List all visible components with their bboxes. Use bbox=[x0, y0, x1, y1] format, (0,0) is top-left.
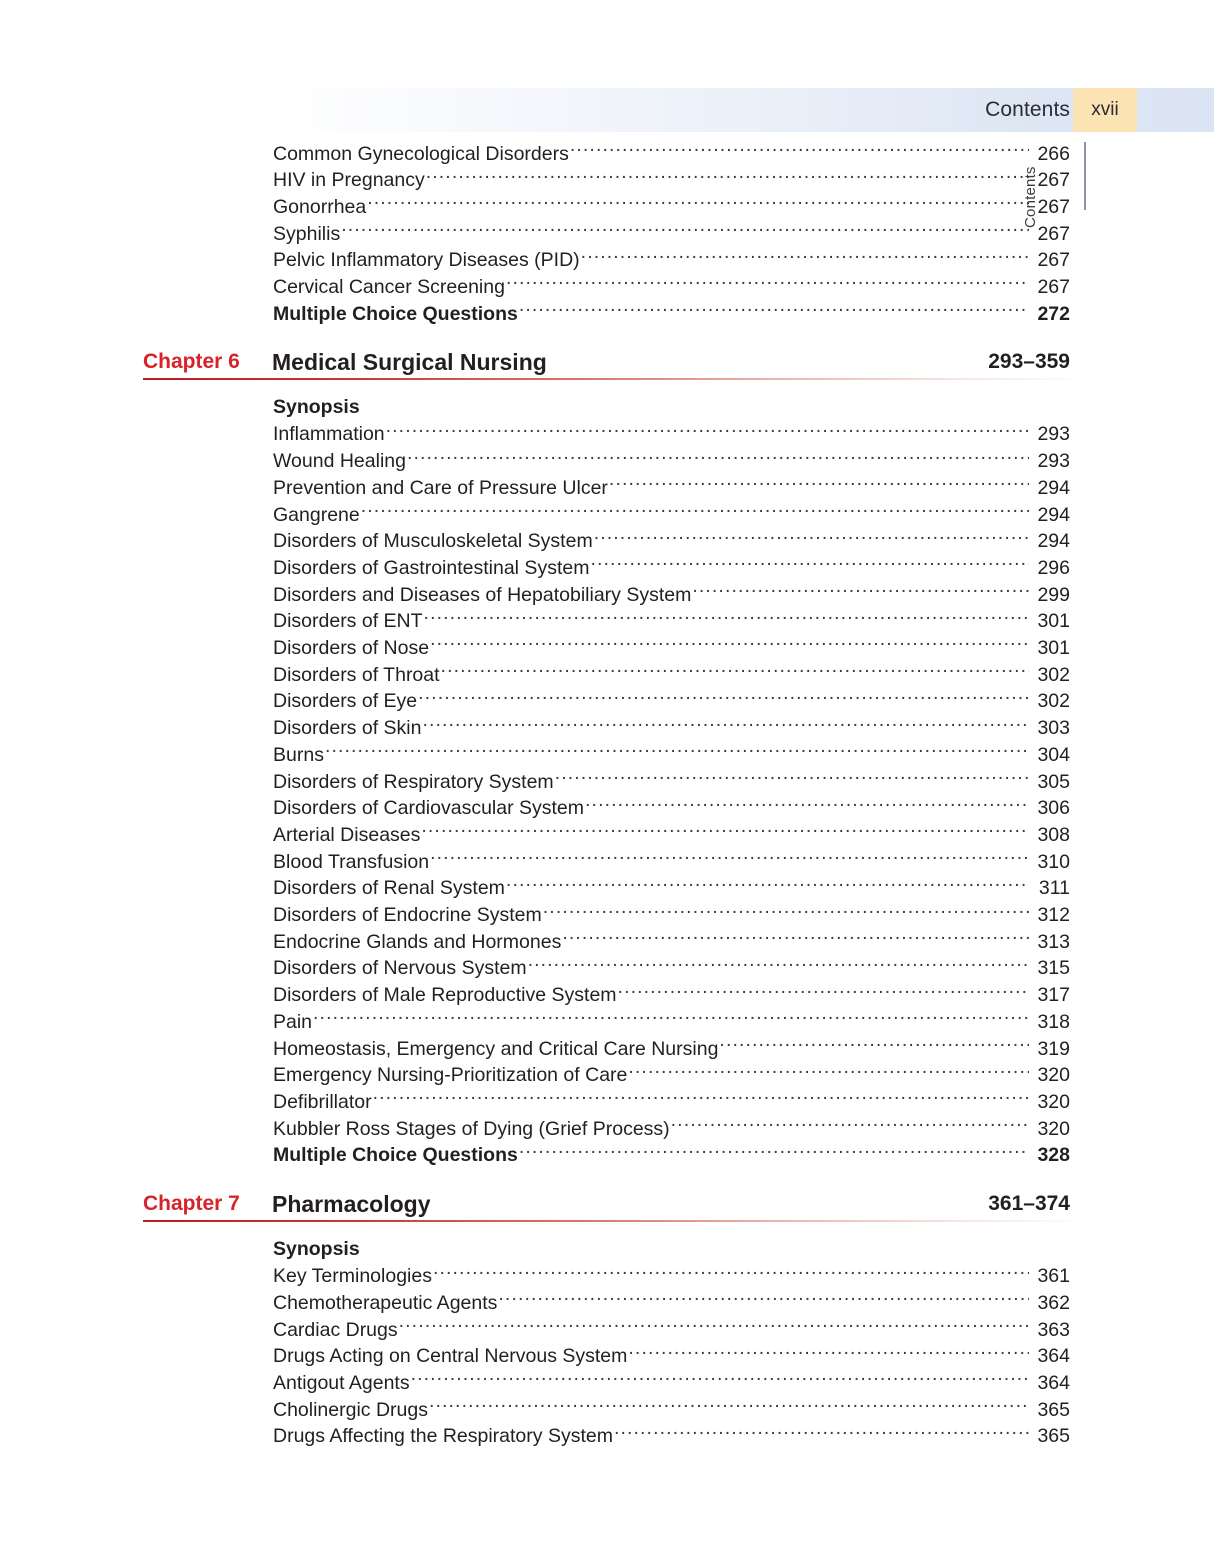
toc-entry-page: 320 bbox=[1037, 1117, 1070, 1140]
toc-entry[interactable] bbox=[0, 554, 1214, 581]
chapter-body bbox=[0, 393, 1214, 1169]
toc-entry-page: 362 bbox=[1037, 1291, 1070, 1314]
page-running-header bbox=[0, 88, 1214, 132]
toc-entry-title: Drugs Affecting the Respiratory System bbox=[273, 1425, 613, 1448]
toc-entry[interactable] bbox=[0, 1062, 1214, 1089]
toc-entry-page: 304 bbox=[1037, 743, 1070, 766]
toc-entry[interactable] bbox=[0, 1263, 1214, 1290]
toc-entry-page: 267 bbox=[1037, 249, 1070, 272]
toc-entry-title: Disorders of Throat bbox=[273, 663, 440, 686]
chapter-number-label: Chapter 6 bbox=[143, 349, 240, 373]
toc-entry-page: 310 bbox=[1037, 850, 1070, 873]
toc-entry[interactable] bbox=[0, 1035, 1214, 1062]
toc-entry-page: 313 bbox=[1037, 930, 1070, 953]
toc-leader-dots bbox=[407, 448, 1029, 468]
toc-entry[interactable] bbox=[0, 902, 1214, 929]
toc-entry[interactable] bbox=[0, 193, 1214, 220]
chapter-number-label: Chapter 7 bbox=[143, 1191, 240, 1215]
toc-entry-page: 302 bbox=[1037, 663, 1070, 686]
toc-leader-dots bbox=[430, 635, 1029, 655]
toc-leader-dots bbox=[341, 220, 1029, 240]
toc-leader-dots bbox=[618, 982, 1029, 1002]
toc-entry-title: HIV in Pregnancy bbox=[273, 169, 425, 192]
toc-leader-dots bbox=[594, 528, 1029, 548]
toc-leader-dots bbox=[313, 1008, 1029, 1028]
toc-leader-dots bbox=[528, 955, 1029, 975]
toc-entry[interactable] bbox=[0, 1008, 1214, 1035]
toc-entry-page: 303 bbox=[1037, 717, 1070, 740]
toc-entry[interactable] bbox=[0, 247, 1214, 274]
chapter-page-range: 361–374 bbox=[988, 1191, 1070, 1215]
toc-leader-dots bbox=[519, 300, 1029, 320]
toc-entry-page: 311 bbox=[1038, 877, 1070, 900]
toc-entry-title: Inflammation bbox=[273, 423, 385, 446]
toc-leader-dots bbox=[429, 1396, 1029, 1416]
toc-entry-page: 301 bbox=[1037, 637, 1070, 660]
toc-leader-dots bbox=[386, 421, 1029, 441]
toc-entry-page: 267 bbox=[1037, 169, 1070, 192]
toc-entry-title: Wound Healing bbox=[273, 450, 406, 473]
toc-entry[interactable] bbox=[0, 715, 1214, 742]
toc-entry-page: 299 bbox=[1037, 583, 1070, 606]
toc-leader-dots bbox=[411, 1369, 1029, 1389]
toc-entry[interactable] bbox=[0, 1369, 1214, 1396]
toc-entry[interactable] bbox=[0, 608, 1214, 635]
toc-leader-dots bbox=[719, 1035, 1029, 1055]
toc-leader-dots bbox=[430, 848, 1029, 868]
toc-leader-dots bbox=[433, 1263, 1029, 1283]
toc-entry-page: 364 bbox=[1037, 1345, 1070, 1368]
chapter-title: Pharmacology bbox=[272, 1190, 431, 1217]
chapter-block bbox=[0, 347, 1214, 1169]
toc-entry-title: Multiple Choice Questions bbox=[273, 1144, 518, 1167]
toc-entry-title: Cervical Cancer Screening bbox=[273, 276, 505, 299]
toc-entry-page: 319 bbox=[1037, 1037, 1070, 1060]
toc-entry-title: Gonorrhea bbox=[273, 195, 367, 218]
toc-entry-page: 317 bbox=[1037, 984, 1070, 1007]
toc-leader-dots bbox=[426, 167, 1029, 187]
toc-entry-title: Pain bbox=[273, 1010, 313, 1033]
toc-entry[interactable] bbox=[0, 1396, 1214, 1423]
toc-entry[interactable] bbox=[0, 528, 1214, 555]
toc-entry[interactable] bbox=[0, 1423, 1214, 1450]
toc-leader-dots bbox=[441, 661, 1029, 681]
toc-entry-page: 301 bbox=[1037, 610, 1070, 633]
chapter-block bbox=[0, 1189, 1214, 1450]
toc-entry-title: Endocrine Glands and Hormones bbox=[273, 930, 562, 953]
toc-leader-dots bbox=[614, 1423, 1029, 1443]
toc-entry-title: Syphilis bbox=[273, 222, 341, 245]
toc-entry-title: Arterial Diseases bbox=[273, 823, 421, 846]
toc-entry[interactable] bbox=[0, 1142, 1214, 1169]
toc-entry-page: 306 bbox=[1037, 797, 1070, 820]
toc-entry[interactable] bbox=[0, 501, 1214, 528]
toc-leader-dots bbox=[498, 1289, 1029, 1309]
toc-leader-dots bbox=[519, 1142, 1029, 1162]
toc-entry[interactable] bbox=[0, 448, 1214, 475]
toc-entry[interactable] bbox=[0, 635, 1214, 662]
toc-entry-page: 293 bbox=[1037, 450, 1070, 473]
chapter-page-range: 293–359 bbox=[988, 349, 1070, 373]
toc-continued-list bbox=[0, 140, 1214, 327]
toc-entry[interactable] bbox=[0, 1115, 1214, 1142]
toc-entry-title: Blood Transfusion bbox=[273, 850, 430, 873]
toc-entry-title: Disorders of Renal System bbox=[273, 877, 505, 900]
toc-entry-title: Disorders of Respiratory System bbox=[273, 770, 554, 793]
toc-entry-title: Disorders and Diseases of Hepatobiliary System bbox=[273, 583, 692, 606]
toc-entry-page: 267 bbox=[1037, 195, 1070, 218]
toc-leader-dots bbox=[361, 501, 1029, 521]
toc-entry-title: Disorders of Male Reproductive System bbox=[273, 984, 617, 1007]
toc-entry-page: 266 bbox=[1037, 142, 1070, 165]
toc-leader-dots bbox=[628, 1062, 1029, 1082]
synopsis-heading: Synopsis bbox=[273, 1237, 360, 1260]
toc-leader-dots bbox=[581, 247, 1029, 267]
toc-entry-title: Disorders of Endocrine System bbox=[273, 904, 542, 927]
thumb-tab-label: Contents bbox=[1022, 166, 1039, 228]
toc-entry[interactable] bbox=[0, 875, 1214, 902]
toc-entry-title: Cholinergic Drugs bbox=[273, 1398, 428, 1421]
toc-entry-title: Common Gynecological Disorders bbox=[273, 142, 569, 165]
toc-leader-dots bbox=[692, 581, 1029, 601]
toc-entry[interactable] bbox=[0, 795, 1214, 822]
toc-leader-dots bbox=[399, 1316, 1029, 1336]
toc-leader-dots bbox=[422, 715, 1029, 735]
toc-entry[interactable] bbox=[0, 300, 1214, 327]
toc-entry-title: Disorders of Skin bbox=[273, 717, 422, 740]
toc-leader-dots bbox=[628, 1343, 1029, 1363]
toc-entry-page: 365 bbox=[1037, 1425, 1070, 1448]
toc-entry-title: Disorders of Musculoskeletal System bbox=[273, 530, 593, 553]
chapter-body bbox=[0, 1235, 1214, 1450]
toc-leader-dots bbox=[421, 821, 1029, 841]
toc-entry[interactable] bbox=[0, 167, 1214, 194]
toc-entry-page: 318 bbox=[1037, 1010, 1070, 1033]
toc-leader-dots bbox=[418, 688, 1029, 708]
toc-entry[interactable] bbox=[0, 140, 1214, 167]
toc-entry-title: Drugs Acting on Central Nervous System bbox=[273, 1345, 628, 1368]
toc-entry[interactable] bbox=[0, 421, 1214, 448]
toc-leader-dots bbox=[325, 741, 1029, 761]
toc-entry-page: 305 bbox=[1037, 770, 1070, 793]
chapter-title: Medical Surgical Nursing bbox=[272, 348, 547, 375]
toc-entry-page: 320 bbox=[1037, 1091, 1070, 1113]
toc-entry[interactable] bbox=[0, 741, 1214, 768]
toc-entry-title: Homeostasis, Emergency and Critical Care Nursing bbox=[273, 1037, 719, 1060]
toc-entry[interactable] bbox=[0, 581, 1214, 608]
toc-leader-dots bbox=[562, 928, 1029, 948]
toc-entry-title: Antigout Agents bbox=[273, 1371, 410, 1394]
toc-entry-title: Disorders of Gastrointestinal System bbox=[273, 556, 590, 579]
toc-entry-page: 267 bbox=[1037, 222, 1070, 245]
synopsis-heading: Synopsis bbox=[273, 395, 360, 418]
toc-leader-dots bbox=[555, 768, 1029, 788]
toc-entry[interactable] bbox=[0, 821, 1214, 848]
chapter-toc-list bbox=[0, 421, 1214, 1169]
chapter-divider-rule bbox=[143, 378, 1090, 380]
toc-entry-page: 308 bbox=[1037, 823, 1070, 846]
toc-leader-dots bbox=[424, 608, 1029, 628]
toc-chapters bbox=[0, 347, 1214, 1450]
toc-entry[interactable] bbox=[0, 1316, 1214, 1343]
chapter-divider-rule bbox=[143, 1220, 1090, 1222]
toc-leader-dots bbox=[570, 140, 1029, 160]
toc-entry[interactable] bbox=[0, 1343, 1214, 1370]
page-folio-box bbox=[1073, 88, 1137, 132]
toc-entry[interactable] bbox=[0, 1289, 1214, 1316]
toc-entry-title: Key Terminologies bbox=[273, 1265, 432, 1288]
toc-entry-page: 267 bbox=[1037, 276, 1070, 299]
toc-leader-dots bbox=[671, 1115, 1029, 1135]
toc-entry-page: 315 bbox=[1037, 957, 1070, 980]
toc-entry[interactable] bbox=[0, 928, 1214, 955]
toc-entry-title: Disorders of Eye bbox=[273, 690, 418, 713]
toc-entry-title: Disorders of ENT bbox=[273, 610, 423, 633]
toc-leader-dots bbox=[367, 193, 1029, 213]
toc-entry-title: Defibrillator bbox=[273, 1091, 372, 1113]
toc-entry-title: Chemotherapeutic Agents bbox=[273, 1291, 498, 1314]
toc-entry-page: 302 bbox=[1037, 690, 1070, 713]
toc-leader-dots bbox=[543, 902, 1029, 922]
toc-entry-page: 294 bbox=[1037, 530, 1070, 553]
toc-entry-title: Emergency Nursing-Prioritization of Care bbox=[273, 1064, 628, 1087]
toc-entry-page: 364 bbox=[1037, 1371, 1070, 1394]
toc-entry[interactable] bbox=[0, 955, 1214, 982]
toc-entry-page: 296 bbox=[1037, 556, 1070, 579]
toc-entry-page: 361 bbox=[1037, 1265, 1070, 1288]
toc-entry-page: 363 bbox=[1037, 1318, 1070, 1341]
toc-entry-title: Pelvic Inflammatory Diseases (PID) bbox=[273, 249, 580, 272]
toc-leader-dots bbox=[585, 795, 1029, 815]
toc-entry-title: Multiple Choice Questions bbox=[273, 302, 518, 325]
chapter-header[interactable] bbox=[0, 347, 1214, 381]
toc-leader-dots bbox=[506, 875, 1029, 895]
toc-entry-title: Disorders of Nervous System bbox=[273, 957, 527, 980]
toc-entry-title: Disorders of Cardiovascular System bbox=[273, 797, 585, 820]
chapter-header[interactable] bbox=[0, 1189, 1214, 1223]
toc-entry[interactable] bbox=[0, 274, 1214, 301]
toc-entry-title: Kubbler Ross Stages of Dying (Grief Process) bbox=[273, 1117, 670, 1140]
toc-entry-page: 328 bbox=[1037, 1144, 1070, 1167]
chapter-toc-list bbox=[0, 1263, 1214, 1450]
toc-entry[interactable] bbox=[0, 661, 1214, 688]
toc-entry[interactable] bbox=[0, 848, 1214, 875]
toc-entry-title: Cardiac Drugs bbox=[273, 1318, 398, 1341]
toc-entry-page: 294 bbox=[1037, 476, 1070, 499]
toc-entry-page: 365 bbox=[1037, 1398, 1070, 1421]
header-title: Contents bbox=[985, 98, 1070, 121]
toc-entry-page: 293 bbox=[1037, 423, 1070, 446]
toc-entry[interactable] bbox=[0, 982, 1214, 1009]
toc-entry[interactable] bbox=[0, 220, 1214, 247]
toc-entry-page: 312 bbox=[1037, 904, 1070, 927]
toc-entry-title: Prevention and Care of Pressure Ulcer bbox=[273, 476, 608, 499]
toc-entry[interactable] bbox=[0, 768, 1214, 795]
toc-leader-dots bbox=[373, 1089, 1029, 1109]
toc-entry-title: Burns bbox=[273, 743, 324, 766]
toc-content bbox=[0, 140, 1214, 1450]
toc-entry-page: 272 bbox=[1037, 302, 1070, 325]
toc-entry-page: 320 bbox=[1037, 1064, 1070, 1087]
toc-entry-title: Gangrene bbox=[273, 503, 360, 526]
toc-entry-page: 294 bbox=[1037, 503, 1070, 526]
page-folio-number: xvii bbox=[1091, 99, 1119, 120]
toc-entry[interactable] bbox=[0, 1089, 1214, 1116]
toc-entry[interactable] bbox=[0, 688, 1214, 715]
toc-leader-dots bbox=[609, 474, 1029, 494]
toc-entry-title: Disorders of Nose bbox=[273, 637, 430, 660]
toc-leader-dots bbox=[590, 554, 1029, 574]
toc-leader-dots bbox=[506, 274, 1029, 294]
toc-entry[interactable] bbox=[0, 474, 1214, 501]
